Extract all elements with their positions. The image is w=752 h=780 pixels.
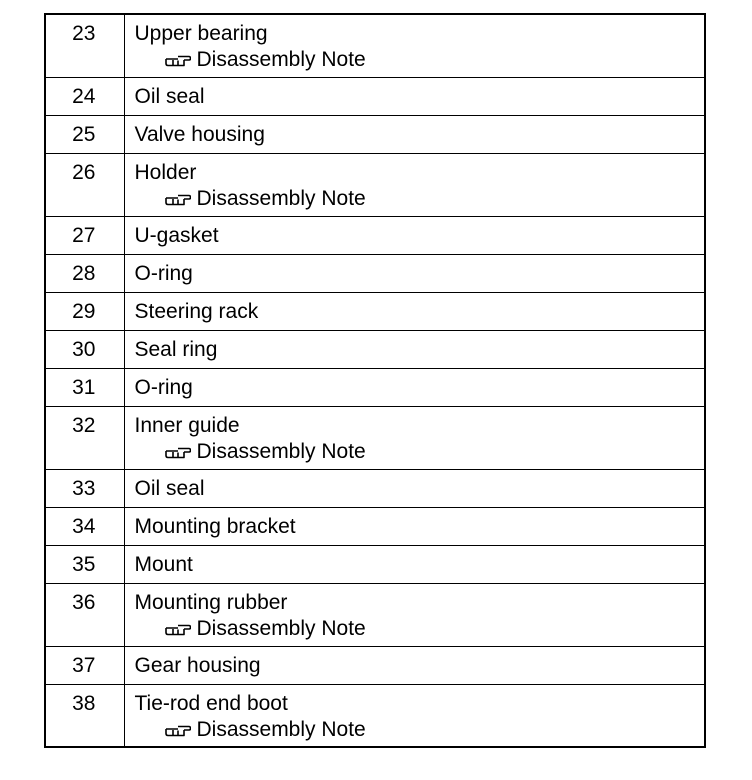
- table-row-37: [45, 646, 705, 684]
- disassembly-note-label: Disassembly Note: [196, 186, 366, 210]
- part-name-cell: [124, 292, 705, 330]
- table-row-28: [45, 254, 705, 292]
- table-row-24: [45, 77, 705, 115]
- part-number: 30: [45, 330, 124, 368]
- part-number: 38: [45, 684, 124, 747]
- part-name-cell: [124, 330, 705, 368]
- disassembly-note-label: Disassembly Note: [196, 717, 366, 741]
- part-name-cell: [124, 115, 705, 153]
- table-row-36: [45, 583, 705, 646]
- part-name: Tie-rod end boot: [134, 691, 288, 715]
- disassembly-note-link[interactable]: [135, 186, 705, 212]
- part-name-cell: [124, 368, 705, 406]
- part-number: 32: [45, 406, 124, 469]
- part-name: O-ring: [134, 375, 193, 399]
- part-number: 24: [45, 77, 124, 115]
- part-number: 35: [45, 545, 124, 583]
- part-name: Mounting bracket: [134, 514, 296, 538]
- disassembly-note-link[interactable]: [135, 717, 705, 743]
- part-number: 28: [45, 254, 124, 292]
- disassembly-note-link[interactable]: [135, 439, 705, 465]
- part-name-cell: [124, 545, 705, 583]
- part-number: 37: [45, 646, 124, 684]
- table-row-31: [45, 368, 705, 406]
- part-name: Valve housing: [134, 122, 265, 146]
- table-row-27: [45, 216, 705, 254]
- table-row-33: [45, 469, 705, 507]
- part-name-cell: [124, 646, 705, 684]
- parts-table: [44, 13, 706, 748]
- part-name-cell: [124, 507, 705, 545]
- pointing-hand-icon: [165, 622, 191, 636]
- part-number: 23: [45, 14, 124, 77]
- part-number: 36: [45, 583, 124, 646]
- part-name: Steering rack: [134, 299, 259, 323]
- disassembly-note-label: Disassembly Note: [196, 48, 366, 71]
- part-name: O-ring: [134, 261, 193, 285]
- part-name-cell: [124, 153, 705, 216]
- part-name-cell: [124, 216, 705, 254]
- part-name: Seal ring: [134, 337, 218, 361]
- part-name-cell: [124, 254, 705, 292]
- table-row-35: [45, 545, 705, 583]
- part-number: 31: [45, 368, 124, 406]
- part-name-cell: [124, 684, 705, 747]
- parts-table-body: [45, 14, 705, 747]
- table-row-34: [45, 507, 705, 545]
- disassembly-note-label: Disassembly Note: [196, 439, 366, 463]
- part-name: Mounting rubber: [134, 590, 288, 614]
- part-name-cell: [124, 583, 705, 646]
- part-name: Oil seal: [134, 476, 205, 500]
- part-number: 26: [45, 153, 124, 216]
- part-number: 29: [45, 292, 124, 330]
- table-row-38: [45, 684, 705, 747]
- part-name: Mount: [134, 552, 193, 576]
- pointing-hand-icon: [165, 445, 191, 459]
- disassembly-note-label: Disassembly Note: [196, 616, 366, 640]
- table-row-25: [45, 115, 705, 153]
- part-name: U-gasket: [134, 223, 219, 247]
- part-name: Gear housing: [134, 653, 261, 677]
- part-name-cell: [124, 77, 705, 115]
- part-name-cell: [124, 14, 705, 77]
- table-row-32: [45, 406, 705, 469]
- disassembly-note-link[interactable]: [135, 47, 705, 73]
- part-number: 33: [45, 469, 124, 507]
- pointing-hand-icon: [165, 53, 191, 67]
- part-name-cell: [124, 406, 705, 469]
- part-number: 25: [45, 115, 124, 153]
- part-name: Inner guide: [134, 413, 240, 437]
- table-row-30: [45, 330, 705, 368]
- disassembly-note-link[interactable]: [135, 616, 705, 642]
- table-row-23: [45, 14, 705, 77]
- pointing-hand-icon: [165, 192, 191, 206]
- part-name: Holder: [134, 160, 197, 184]
- part-number: 27: [45, 216, 124, 254]
- part-number: 34: [45, 507, 124, 545]
- part-name-cell: [124, 469, 705, 507]
- part-name: Oil seal: [134, 84, 205, 108]
- pointing-hand-icon: [165, 723, 191, 737]
- table-row-29: [45, 292, 705, 330]
- table-row-26: [45, 153, 705, 216]
- part-name: Upper bearing: [134, 22, 268, 45]
